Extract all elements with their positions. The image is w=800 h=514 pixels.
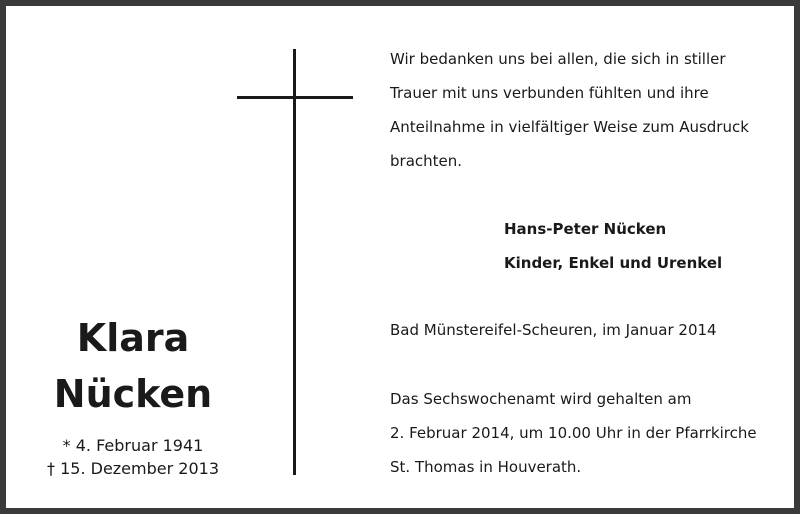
mass-line: 2. Februar 2014, um 10.00 Uhr in der Pfarrkirche xyxy=(390,424,757,442)
cross-bar xyxy=(237,96,353,99)
message-line: Wir bedanken uns bei allen, die sich in stiller xyxy=(390,50,726,68)
mass-line: Das Sechswochenamt wird gehalten am xyxy=(390,390,692,408)
signatory: Hans-Peter Nücken xyxy=(504,220,667,238)
place-date: Bad Münstereifel-Scheuren, im Januar 2014 xyxy=(390,321,717,339)
birth-date: * 4. Februar 1941 xyxy=(62,436,204,455)
deceased-first-name: Klara xyxy=(76,316,190,360)
death-date: † 15. Dezember 2013 xyxy=(47,459,219,478)
signatory: Kinder, Enkel und Urenkel xyxy=(504,254,723,272)
message-line: Trauer mit uns verbunden fühlten und ihre xyxy=(390,84,709,102)
message-line: Anteilnahme in vielfältiger Weise zum Ausdruck xyxy=(390,118,749,136)
message-line: brachten. xyxy=(390,152,463,170)
mass-line: St. Thomas in Houverath. xyxy=(390,458,582,476)
deceased-last-name: Nücken xyxy=(53,372,213,416)
cross-icon xyxy=(293,49,296,475)
